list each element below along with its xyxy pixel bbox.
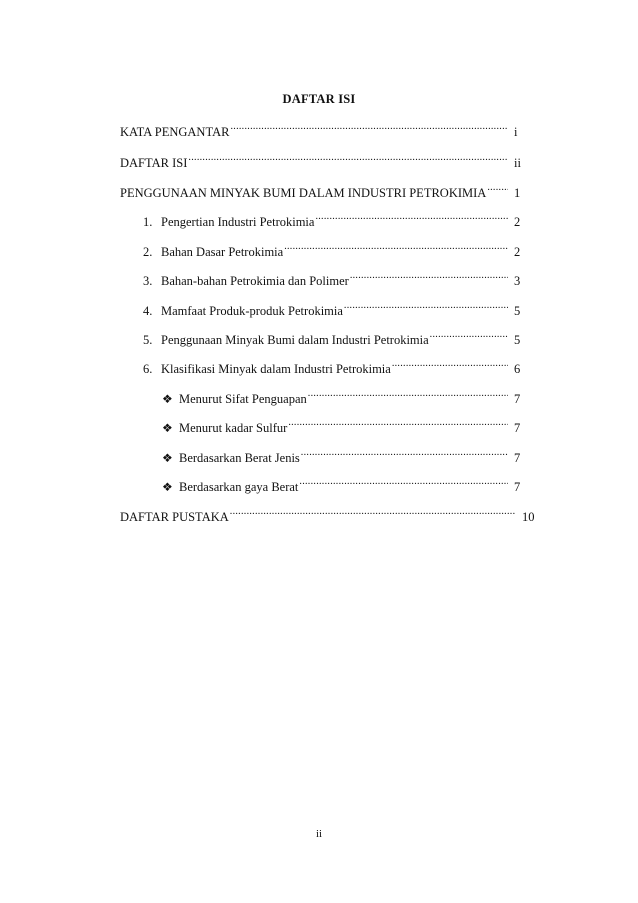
toc-entry-page: 6 <box>514 362 521 376</box>
toc-entry-label: Menurut kadar Sulfur <box>179 421 288 435</box>
toc-entry-daftar-pustaka[interactable] <box>120 505 536 524</box>
toc-subentry-kadar-sulfur[interactable] <box>162 416 528 435</box>
diamond-bullet-icon: ❖ <box>162 480 173 494</box>
toc-entry-label: Klasifikasi Minyak dalam Industri Petrokimia <box>161 362 391 376</box>
toc-leader-dots <box>299 475 508 491</box>
toc-entry-page: 2 <box>514 245 521 259</box>
toc-leader-dots <box>315 210 508 226</box>
toc-entry-number: 3. <box>143 274 153 288</box>
toc-leader-dots <box>284 240 508 256</box>
toc-leader-dots <box>344 299 508 315</box>
toc-entry-number: 4. <box>143 304 153 318</box>
toc-leader-dots <box>188 151 508 167</box>
toc-entry-page: 1 <box>514 186 521 200</box>
diamond-bullet-icon: ❖ <box>162 451 173 465</box>
toc-entry-page: 7 <box>514 451 521 465</box>
toc-entry-page: 7 <box>514 392 521 406</box>
toc-entry-1[interactable] <box>143 210 528 229</box>
toc-leader-dots <box>230 505 516 521</box>
page-title: DAFTAR ISI <box>282 92 356 106</box>
toc-entry-number: 1. <box>143 215 153 229</box>
toc-entry-number: 6. <box>143 362 153 376</box>
toc-entry-6[interactable] <box>143 357 528 376</box>
toc-entry-label: Mamfaat Produk-produk Petrokimia <box>161 304 343 318</box>
toc-entry-page: ii <box>514 156 521 170</box>
toc-entry-label: Menurut Sifat Penguapan <box>179 392 307 406</box>
toc-leader-dots <box>350 269 508 285</box>
toc-entry-kata-pengantar[interactable] <box>120 120 528 139</box>
toc-leader-dots <box>308 387 508 403</box>
toc-entry-page: 7 <box>514 480 521 494</box>
toc-subentry-sifat-penguapan[interactable] <box>162 387 528 406</box>
toc-entry-2[interactable] <box>143 240 528 259</box>
page-number: ii <box>315 828 323 840</box>
toc-entry-label: KATA PENGANTAR <box>120 125 230 139</box>
toc-leader-dots <box>301 446 508 462</box>
toc-entry-label: PENGGUNAAN MINYAK BUMI DALAM INDUSTRI PETROKIMIA <box>120 186 487 200</box>
toc-entry-label: Bahan Dasar Petrokimia <box>161 245 284 259</box>
toc-entry-number: 5. <box>143 333 153 347</box>
toc-entry-3[interactable] <box>143 269 528 288</box>
toc-entry-label: Bahan-bahan Petrokimia dan Polimer <box>161 274 349 288</box>
toc-entry-label: DAFTAR ISI <box>120 156 188 170</box>
toc-entry-page: 3 <box>514 274 521 288</box>
toc-leader-dots <box>288 416 508 432</box>
toc-entry-page: 10 <box>522 510 535 524</box>
toc-entry-label: Penggunaan Minyak Bumi dalam Industri Petrokimia <box>161 333 429 347</box>
toc-entry-penggunaan-minyak-bumi[interactable] <box>120 181 528 200</box>
toc-leader-dots <box>392 357 508 373</box>
toc-entry-daftar-isi[interactable] <box>120 151 528 170</box>
toc-subentry-gaya-berat[interactable] <box>162 475 528 494</box>
toc-leader-dots <box>430 328 508 344</box>
toc-entry-label: Pengertian Industri Petrokimia <box>161 215 315 229</box>
toc-entry-number: 2. <box>143 245 153 259</box>
toc-entry-page: i <box>514 125 518 139</box>
diamond-bullet-icon: ❖ <box>162 421 173 435</box>
toc-leader-dots <box>230 120 508 136</box>
toc-entry-5[interactable] <box>143 328 528 347</box>
toc-entry-page: 7 <box>514 421 521 435</box>
toc-entry-page: 5 <box>514 333 521 347</box>
toc-entry-4[interactable] <box>143 299 528 318</box>
diamond-bullet-icon: ❖ <box>162 392 173 406</box>
toc-entry-label: Berdasarkan gaya Berat <box>179 480 299 494</box>
toc-subentry-berat-jenis[interactable] <box>162 446 528 465</box>
toc-entry-page: 2 <box>514 215 521 229</box>
toc-entry-page: 5 <box>514 304 521 318</box>
toc-leader-dots <box>487 181 508 197</box>
toc-entry-label: Berdasarkan Berat Jenis <box>179 451 300 465</box>
toc-entry-label: DAFTAR PUSTAKA <box>120 510 229 524</box>
